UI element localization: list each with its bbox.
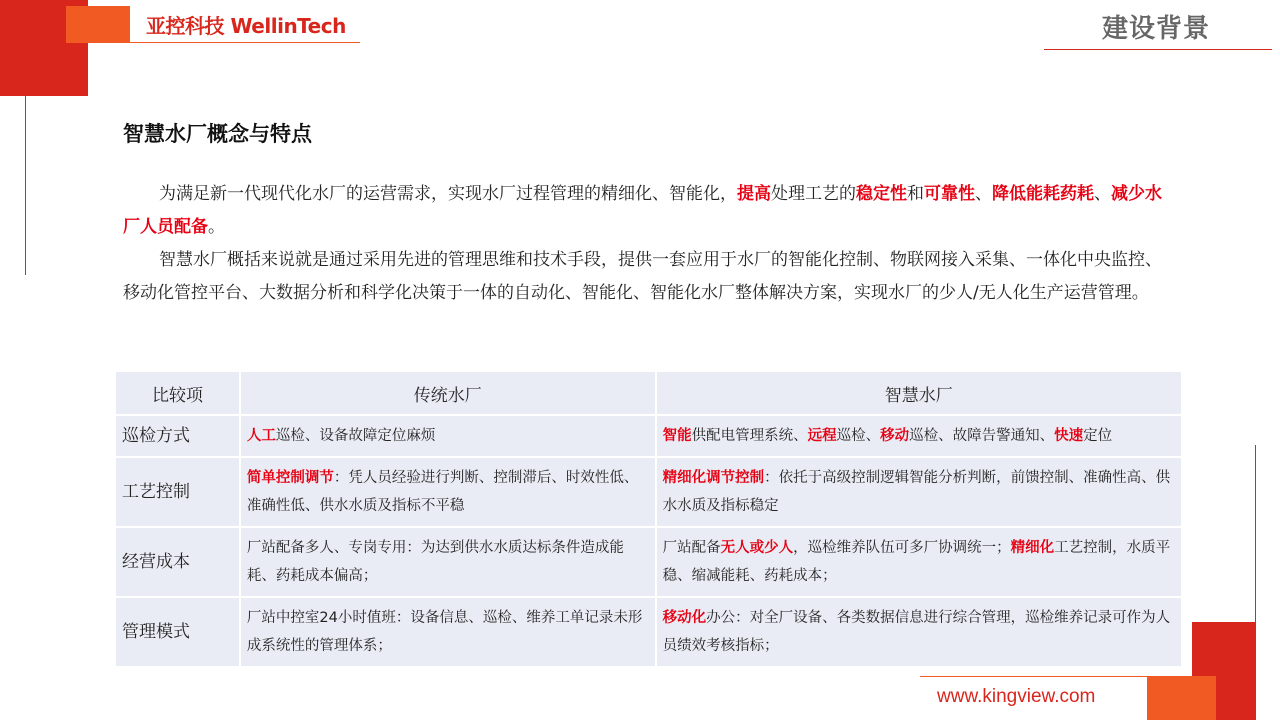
brand-text: 亚控科技 WellinTech bbox=[146, 14, 346, 38]
traditional-text: ：凭人员经验进行判断、控制滞后、时效性低、准确性低、供水水质及指标不平稳 bbox=[246, 470, 639, 514]
intro-highlight: 降低能耗药耗 bbox=[992, 184, 1094, 204]
smart-highlight: 快速 bbox=[1054, 428, 1084, 444]
cell-item: 巡检方式 bbox=[115, 415, 240, 457]
left-accent-line bbox=[25, 40, 26, 275]
cell-traditional bbox=[240, 415, 656, 457]
footer-underline bbox=[920, 676, 1147, 677]
traditional-text: 巡检、设备故障定位麻烦 bbox=[275, 428, 436, 444]
smart-highlight: 移动化 bbox=[662, 610, 707, 626]
intro-text: 、 bbox=[975, 184, 992, 204]
intro-highlight: 可靠性 bbox=[924, 184, 975, 204]
cell-item: 管理模式 bbox=[115, 597, 240, 667]
cell-smart bbox=[656, 597, 1182, 667]
intro-text: 和 bbox=[907, 184, 924, 204]
section-title-underline bbox=[1044, 49, 1272, 50]
summary-paragraph-text: 智慧水厂概括来说就是通过采用先进的管理思维和技术手段，提供一套应用于水厂的智能化控制、物联网接入采集、一体化中央监控、移动化管控平台、大数据分析和科学化决策于一体的自动化、智能化、智能化水厂整体解决方案，实现水厂的少人/无人化生产运营管理。 bbox=[123, 250, 1162, 303]
smart-highlight: 移动 bbox=[880, 428, 910, 444]
footer-url: www.kingview.com bbox=[937, 686, 1096, 707]
table-row bbox=[115, 415, 1182, 457]
section-title: 建设背景 bbox=[1101, 14, 1210, 44]
smart-text: ：依托于高级控制逻辑智能分析判断，前馈控制、准确性高、供水水质及指标稳定 bbox=[662, 470, 1171, 514]
intro-text: 、 bbox=[1094, 184, 1111, 204]
cell-traditional bbox=[240, 527, 656, 597]
brand-underline bbox=[130, 42, 360, 43]
table-row bbox=[115, 597, 1182, 667]
table-row bbox=[115, 457, 1182, 527]
table-row bbox=[115, 527, 1182, 597]
cell-smart bbox=[656, 415, 1182, 457]
smart-text: 厂站配备 bbox=[662, 540, 721, 556]
intro-highlight: 提高 bbox=[737, 184, 771, 204]
intro-highlight: 稳定性 bbox=[856, 184, 907, 204]
brand-logo bbox=[66, 6, 360, 43]
cell-smart bbox=[656, 527, 1182, 597]
traditional-text: 厂站中控室24小时值班：设备信息、巡检、维养工单记录未形成系统性的管理体系； bbox=[246, 610, 643, 654]
corner-decoration-orange-bottom bbox=[1147, 676, 1216, 720]
smart-highlight: 精细化调节控制 bbox=[662, 470, 765, 486]
comparison-table bbox=[114, 370, 1183, 668]
intro-highlight: 减少水厂人员配备 bbox=[123, 184, 1162, 237]
header-item: 比较项 bbox=[115, 371, 240, 415]
intro-text: 处理工艺的 bbox=[771, 184, 856, 204]
intro-paragraph bbox=[123, 178, 1175, 244]
cell-smart bbox=[656, 457, 1182, 527]
header-smart: 智慧水厂 bbox=[656, 371, 1182, 415]
header-traditional: 传统水厂 bbox=[240, 371, 656, 415]
smart-text: 供配电管理系统、 bbox=[691, 428, 808, 444]
page-title: 智慧水厂概念与特点 bbox=[123, 122, 312, 146]
smart-highlight: 智能 bbox=[662, 428, 692, 444]
intro-text: 。 bbox=[208, 217, 225, 237]
smart-text: 办公：对全厂设备、各类数据信息进行综合管理，巡检维养记录可作为人员绩效考核指标； bbox=[662, 610, 1171, 654]
intro-paragraph-text bbox=[123, 184, 1162, 237]
smart-text: ，巡检维养队伍可多厂协调统一； bbox=[793, 540, 1011, 556]
traditional-text: 厂站配备多人、专岗专用：为达到供水水质达标条件造成能耗、药耗成本偏高； bbox=[246, 540, 624, 584]
traditional-highlight: 人工 bbox=[246, 428, 276, 444]
intro-text: 为满足新一代现代化水厂的运营需求，实现水厂过程管理的精细化、智能化， bbox=[159, 184, 737, 204]
smart-text: 巡检、 bbox=[836, 428, 881, 444]
cell-traditional bbox=[240, 457, 656, 527]
smart-text: 定位 bbox=[1083, 428, 1113, 444]
cell-traditional bbox=[240, 597, 656, 667]
smart-text: 工艺控制，水质平稳、缩减能耗、药耗成本； bbox=[662, 540, 1171, 584]
summary-paragraph bbox=[123, 244, 1175, 310]
smart-highlight: 精细化 bbox=[1010, 540, 1055, 556]
cell-item: 工艺控制 bbox=[115, 457, 240, 527]
smart-highlight: 无人或少人 bbox=[720, 540, 794, 556]
smart-highlight: 远程 bbox=[807, 428, 837, 444]
table-header-row bbox=[115, 371, 1182, 415]
cell-item: 经营成本 bbox=[115, 527, 240, 597]
smart-text: 巡检、故障告警通知、 bbox=[909, 428, 1055, 444]
traditional-highlight: 简单控制调节 bbox=[246, 470, 334, 486]
